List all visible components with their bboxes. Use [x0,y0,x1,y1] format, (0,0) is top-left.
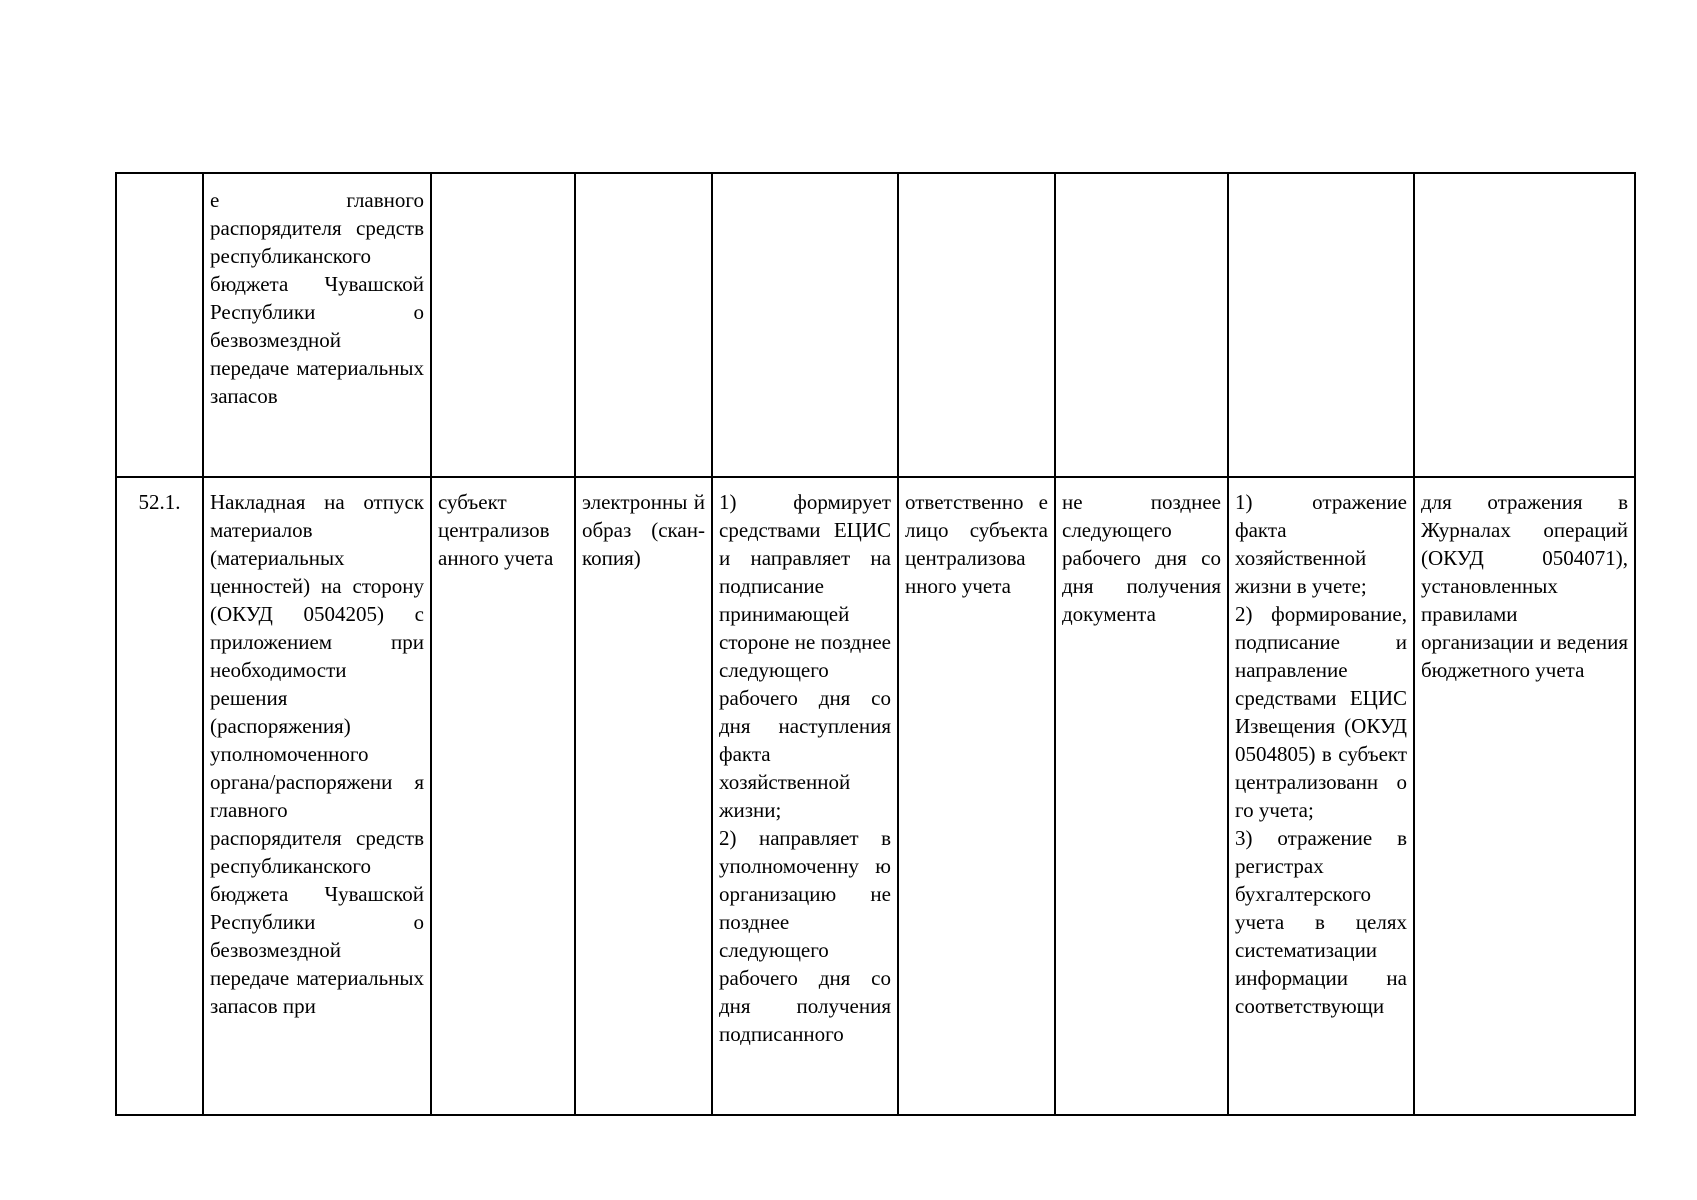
document-name-cell: е главного распорядителя средств республиканского бюджета Чувашской Республики о безвозмездной передаче материальных запасов [203,173,431,477]
subject-cell [431,173,575,477]
table-row [116,173,1635,477]
row-number-cell: 52.1. [116,477,203,1115]
form-cell: электронны й образ (скан-копия) [575,477,712,1115]
document-table [115,172,1636,1116]
row-number-cell [116,173,203,477]
result-cell [1228,173,1414,477]
responsible-cell: ответственно е лицо субъекта централизова нного учета [898,477,1055,1115]
purpose-cell: для отражения в Журналах операций (ОКУД 0504071), установленных правилами организации и ведения бюджетного учета [1414,477,1635,1115]
purpose-cell [1414,173,1635,477]
actions-cell: 1) формирует средствами ЕЦИС и направляет на подписание принимающей стороне не позднее следующего рабочего дня со дня наступления факта хозяйственной жизни; 2) направляет в уполномоченну ю организацию не позднее следующего рабочего дня со дня получения подписанного [712,477,898,1115]
subject-cell: субъект централизов анного учета [431,477,575,1115]
form-cell [575,173,712,477]
actions-cell [712,173,898,477]
deadline-cell: не позднее следующего рабочего дня со дня получения документа [1055,477,1228,1115]
document-name-cell: Накладная на отпуск материалов (материальных ценностей) на сторону (ОКУД 0504205) с приложением при необходимости решения (распоряжения) уполномоченного органа/распоряжени я главного распорядителя средств республиканского бюджета Чувашской Республики о безвозмездной передаче материальных запасов при [203,477,431,1115]
responsible-cell [898,173,1055,477]
deadline-cell [1055,173,1228,477]
result-cell: 1) отражение факта хозяйственной жизни в учете; 2) формирование, подписание и направление средствами ЕЦИС Извещения (ОКУД 0504805) в субъект централизованн о го учета; 3) отражение в регистрах бухгалтерского учета в целях систематизации информации на соответствующи [1228,477,1414,1115]
table-row [116,477,1635,1115]
